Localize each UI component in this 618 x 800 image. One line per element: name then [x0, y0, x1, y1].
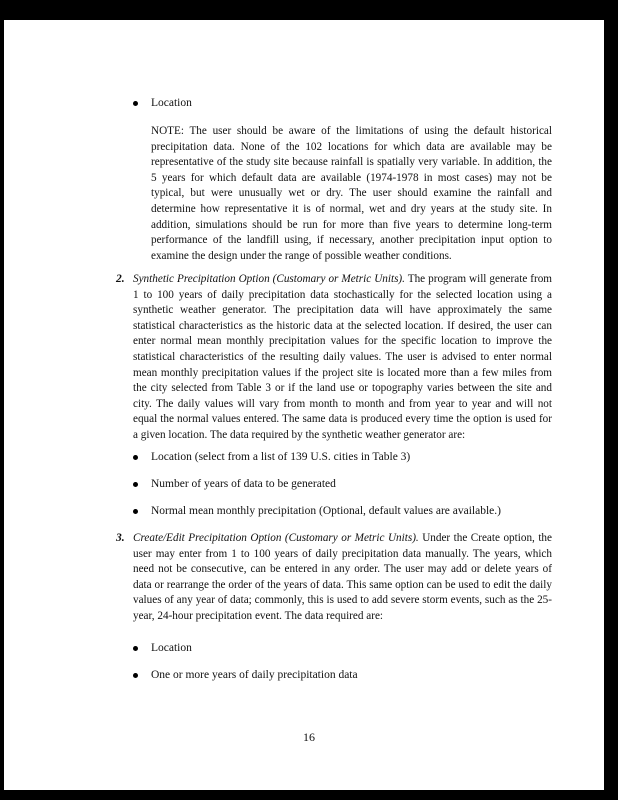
item-3-body: Under the Create option, the user may enter from 1 to 100 years of daily precipitation data manually. The years, which need not be consecutive, can be entered in any order. The user may add or delete years of data or rearrange the order of the years of data. This same option can be used to edit the daily values of any year of data; commonly, this is used to add severe storm events, such as the 25-year, 24-hour precipitation event. The data required are: — [133, 532, 552, 622]
item-3-title: Create/Edit Precipitation Option (Customary or Metric Units). — [133, 532, 419, 544]
item-2-bullet: Location (select from a list of 139 U.S. cities in Table 3) — [151, 451, 411, 463]
item-3-bullet: Location — [151, 642, 192, 654]
item-2-title: Synthetic Precipitation Option (Customary or Metric Units). — [133, 273, 405, 285]
item-2-number: 2. — [116, 273, 125, 285]
note-paragraph: NOTE: The user should be aware of the limitations of using the default historical precipitation data. None of the 102 locations for which data are available may be representative of the study site because rainfall is spatially very variable. In addition, the 5 years for which default data are available (1974-1978 in most cases) may not be typical, but were unusually wet or dry. The user should examine the rainfall and determine how representative it is of normal, wet and dry years at the study site. In addition, simulations should be run for more than five years to determine long-term performance of the landfill using, if necessary, another precipitation input option to examine the design under the range of possible weather conditions. — [151, 125, 552, 262]
item-3-number: 3. — [116, 532, 125, 544]
intro-bullet-text: Location — [151, 97, 192, 109]
page-number: 16 — [303, 730, 315, 744]
item-3-bullet: One or more years of daily precipitation data — [151, 669, 358, 681]
item-2-body: The program will generate from 1 to 100 years of daily precipitation data stochastically for the selected location using a synthetic weather generator. The precipitation data will have approximately the same statistical characteristics as the historic data at the selected location. If desired, the user can enter normal mean monthly precipitation values for the specific location to improve the statistical characteristics of the resulting daily values. The user is advised to enter normal mean monthly precipitation values if the project site is located more than a few miles from the city selected from Table 3 or if the land use or topography varies between the site and city. The daily values will vary from month to month and from year to year and will not equal the normal values entered. The same data is produced every time the option is used for a given location. The data required by the synthetic weather generator are: — [133, 273, 553, 441]
item-2-bullet: Normal mean monthly precipitation (Optional, default values are available.) — [151, 505, 501, 517]
item-2-bullet: Number of years of data to be generated — [151, 478, 336, 490]
